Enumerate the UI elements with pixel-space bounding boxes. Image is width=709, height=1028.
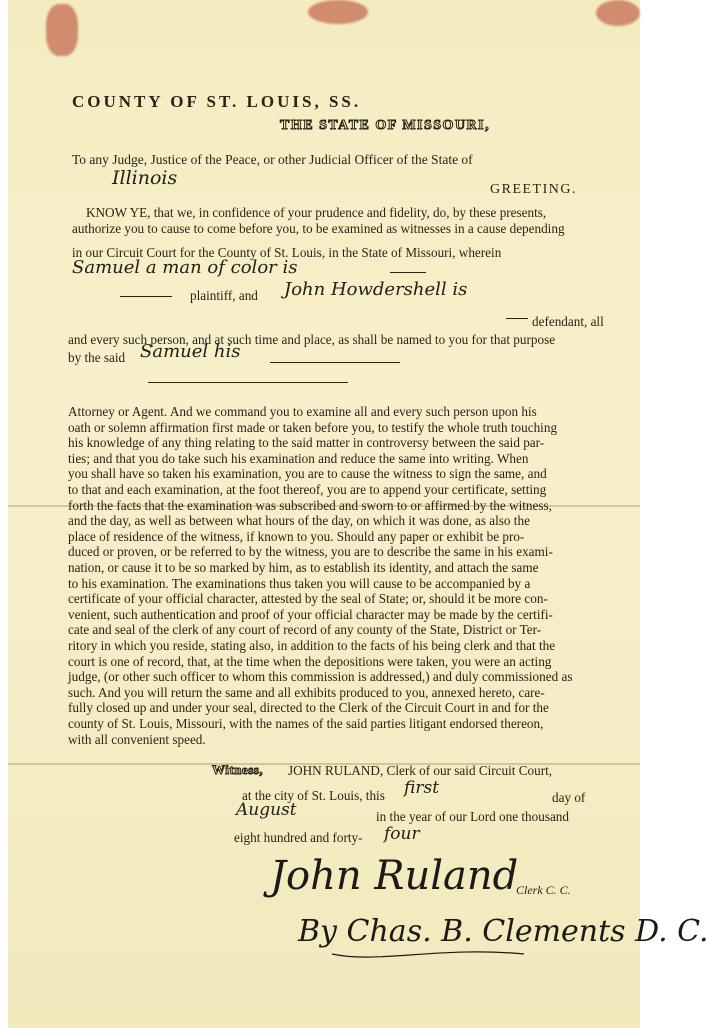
state-filled: Illinois (112, 167, 178, 189)
body-line: ties; and that you do take such his examination and reduce the same into writing. When (68, 450, 529, 466)
defendant-label: defendant, all (532, 314, 604, 329)
body-line: oath or solemn affirmation first made or taken before you, to testify the whole truth touching (68, 419, 558, 435)
body-line: Attorney or Agent. And we command you to examine all and every such person upon his (68, 404, 537, 419)
fill-rule (390, 272, 426, 273)
body-line: certificate of your official character, attested by the seal of State; or, should it be more con- (68, 591, 548, 607)
plaintiff-name: Samuel a man of color is (72, 257, 298, 278)
fill-rule (148, 382, 348, 383)
body-line: court is one of record, that, at the time when the depositions were taken, you were an acting (68, 653, 552, 669)
fill-rule (506, 318, 528, 319)
body-line: nation, or cause it to be so marked by him, as to establish its identity, and attach the same (68, 560, 539, 575)
body-line: duced or proven, or be referred to by the witness, you are to describe the same in his exami- (68, 544, 553, 560)
body-line: you shall have so taken his examination, you are to cause the witness to sign the same, and (68, 466, 547, 482)
witness-line: day of (552, 790, 586, 805)
body-line: to his examination. The examinations thus taken you will cause to be accompanied by a (68, 575, 531, 591)
defendant-name: John Howdershell is (284, 279, 468, 300)
intro-line: KNOW YE, that we, in confidence of your prudence and fidelity, do, by these presents, (86, 205, 547, 220)
body-line: his knowledge of any thing relating to the said matter in controversy between the said par- (68, 435, 545, 451)
body-line: cate and seal of the clerk of any court of record of any county of the State, District or Ter- (68, 622, 542, 638)
month-filled: August (236, 800, 297, 820)
body-line: ritory in which you reside, stating also, in addition to the facts of his being clerk and that the (68, 638, 556, 653)
fill-rule (120, 296, 172, 297)
greeting: GREETING. (490, 182, 577, 197)
body-line: and the day, as well as between what hours of the day, on which it was done, as also the (68, 513, 530, 529)
party-filled: Samuel his (140, 341, 241, 362)
document-page (8, 0, 709, 1028)
intro-line: authorize you to cause to come before you, to be examined as witnesses in a cause depending (72, 221, 565, 236)
wax-stain-top-right (596, 0, 640, 26)
body-line: place of residence of the witness, if known to you. Should any paper or exhibit be pro- (68, 528, 525, 544)
witness-line: JOHN RULAND, Clerk of our said Circuit Court, (288, 763, 553, 778)
body-line: forth the facts that the examination was subscribed and sworn to or affirmed by the witness, (68, 497, 552, 513)
clerk-signature: John Ruland (270, 853, 519, 899)
body-line: with all convenient speed. (68, 731, 206, 747)
body-line: such. And you will return the same and all exhibits produced to you, annexed hereto, care- (68, 684, 545, 700)
body-line: county of St. Louis, Missouri, with the names of the said parties litigant endorsed thereon, (68, 716, 544, 731)
intro-line: and every such person, and at such time and place, as shall be named to you for that purpose (68, 332, 556, 347)
witness-line: in the year of our Lord one thousand (376, 809, 569, 824)
wax-stain-top-center (308, 0, 368, 24)
year-filled: four (384, 824, 420, 844)
body-line: to that and each examination, at the foot thereof, you are to append your certificate, setting (68, 482, 547, 497)
body-line: venient, such authentication and proof of your official character may be made by the certifi- (68, 606, 553, 622)
body-line: judge, (or other such officer to whom this commission is addressed,) and duly commissioned as (68, 669, 573, 685)
witness-word: Witness, (212, 762, 264, 777)
state-heading: THE STATE OF MISSOURI, (280, 118, 491, 133)
day-filled: first (404, 778, 440, 798)
intro-line: in our Circuit Court for the County of St. Louis, in the State of Missouri, wherein (72, 245, 502, 260)
plaintiff-label: plaintiff, and (190, 288, 258, 303)
wax-stain-top-left (46, 4, 78, 56)
address-line: To any Judge, Justice of the Peace, or other Judicial Officer of the State of (72, 152, 473, 167)
fill-rule (270, 362, 400, 363)
body-line: fully closed up and under your seal, directed to the Clerk of the Circuit Court in and for the (68, 700, 549, 716)
deputy-signature: By Chas. B. Clements D. C. (298, 914, 709, 949)
witness-line: eight hundred and forty- (234, 830, 363, 845)
witness-line: at the city of St. Louis, this (242, 788, 385, 803)
clerk-title: Clerk C. C. (516, 883, 571, 897)
county-heading: COUNTY OF ST. LOUIS, SS. (72, 92, 362, 111)
by-said-label: by the said (68, 350, 126, 365)
signature-flourish (328, 944, 528, 964)
